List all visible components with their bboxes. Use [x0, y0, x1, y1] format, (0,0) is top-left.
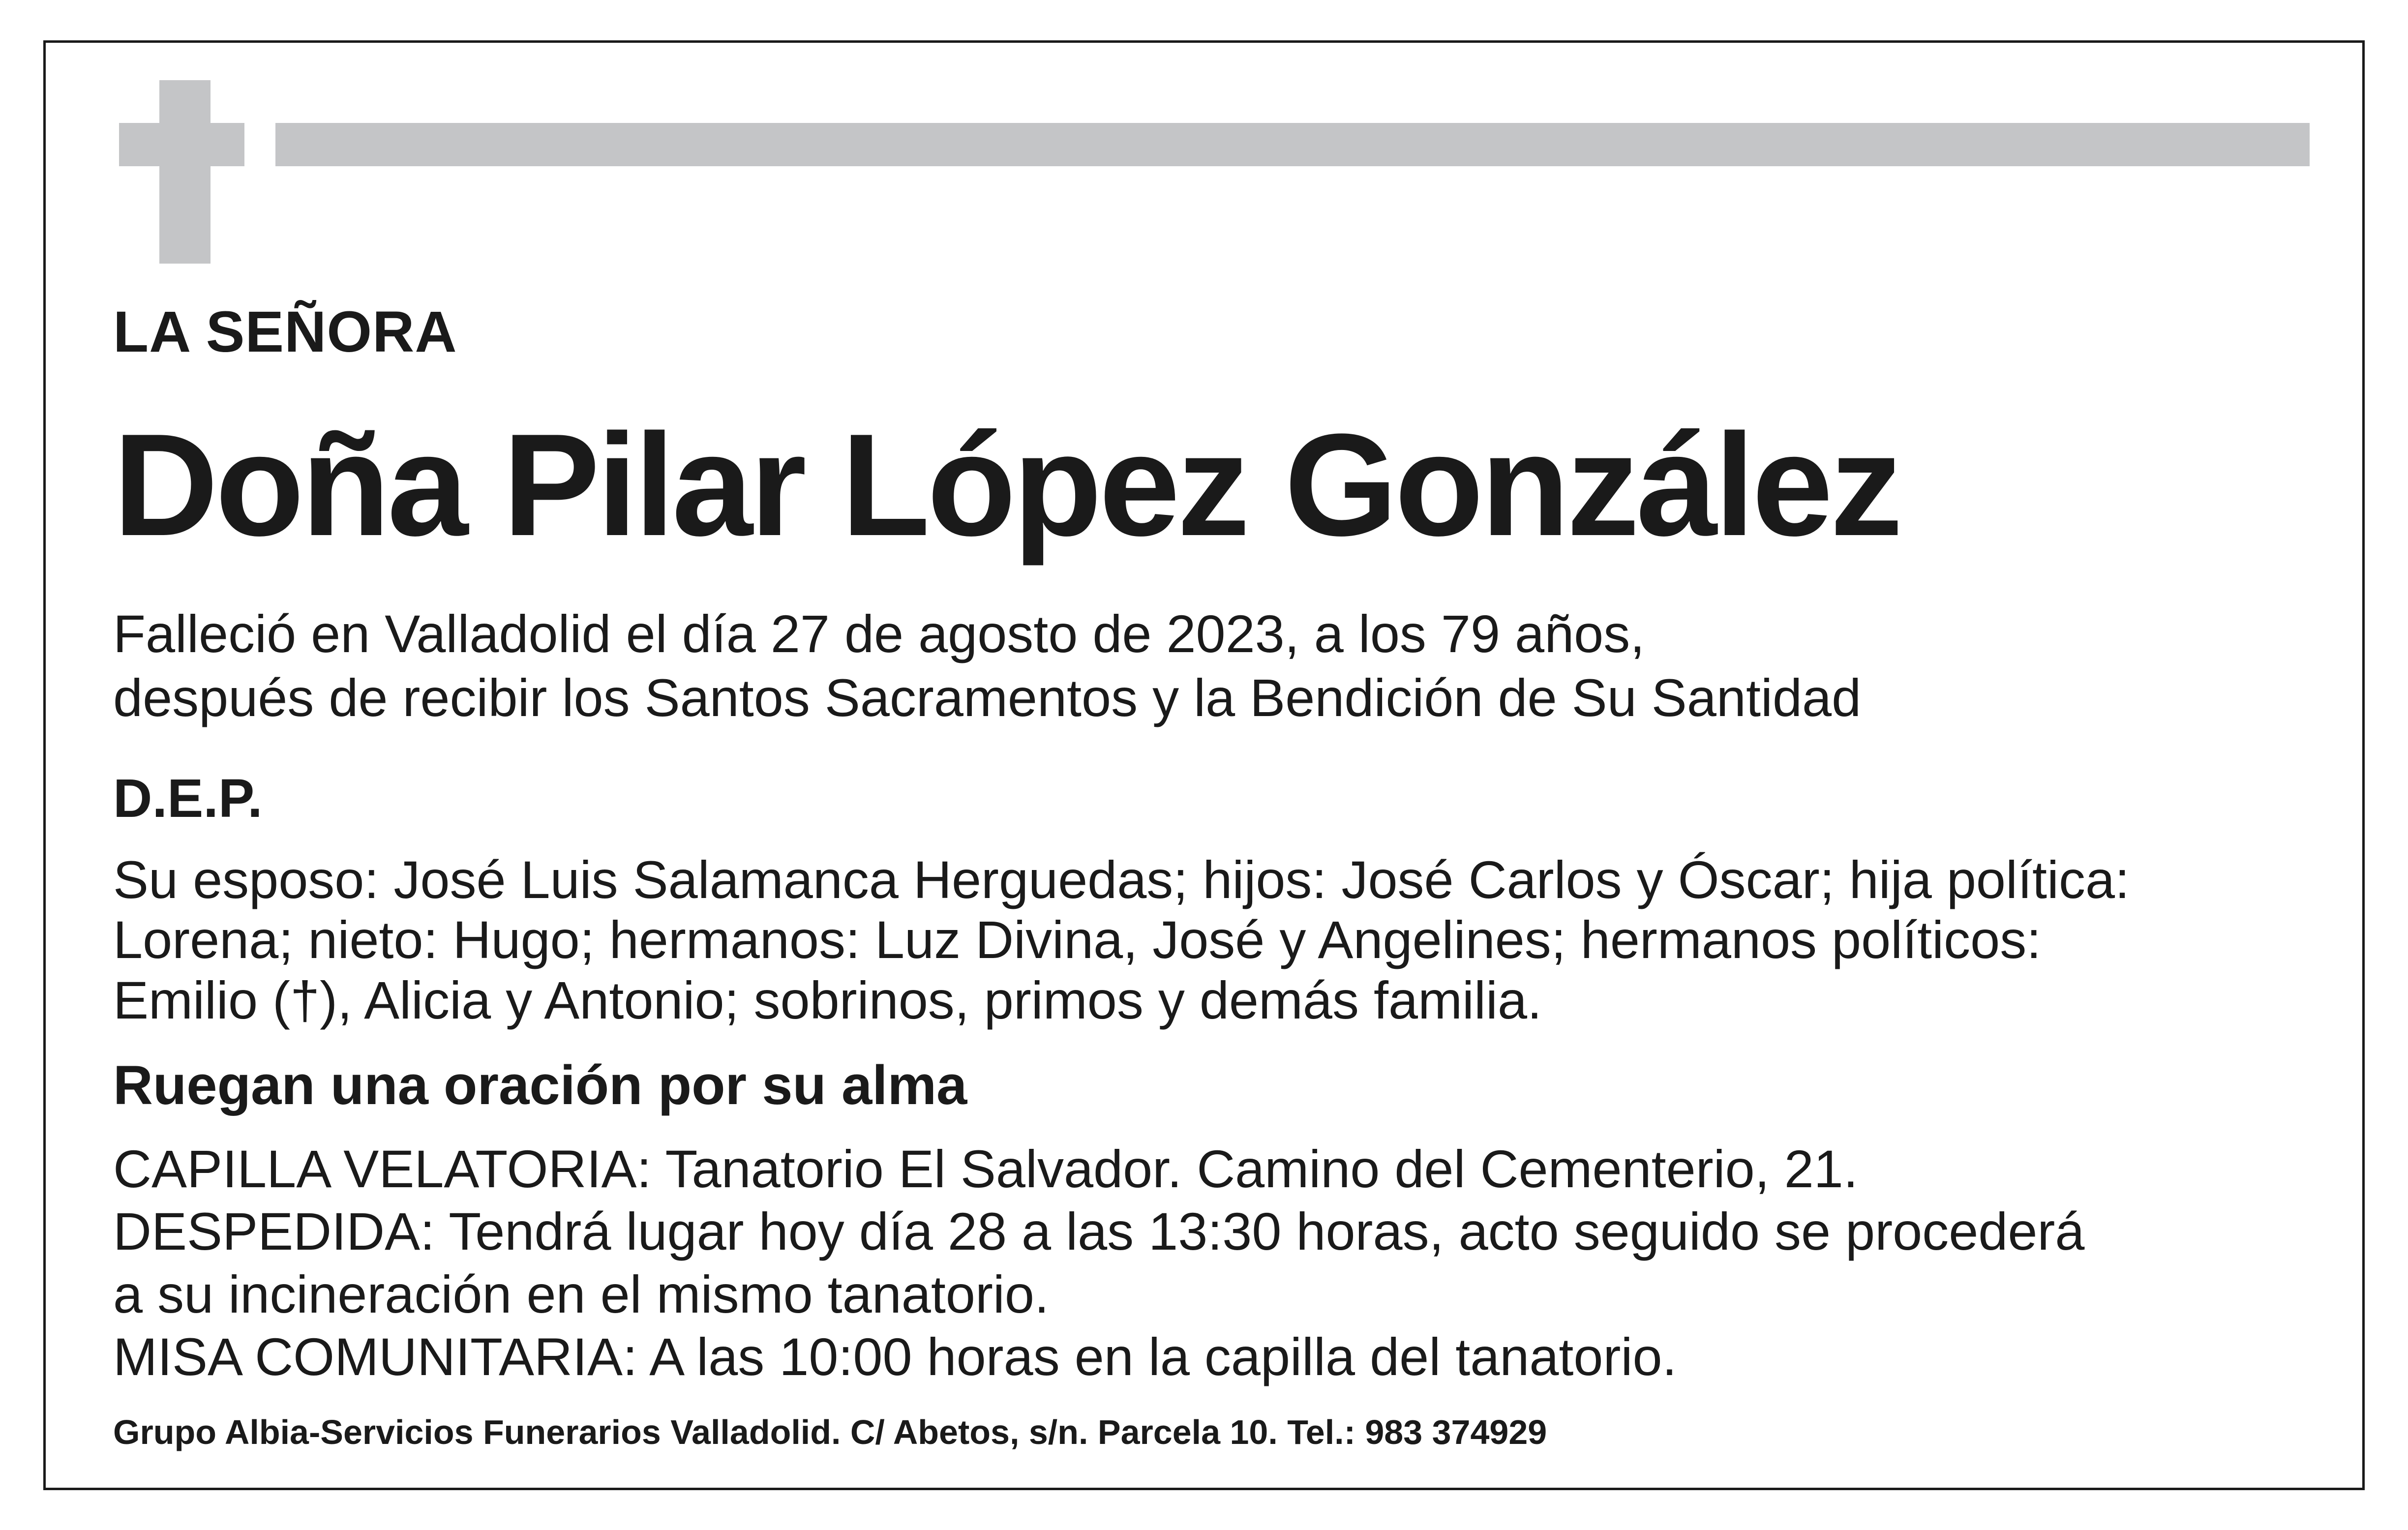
family-line: Lorena; nieto: Hugo; hermanos: Luz Divina, José y Angelines; hermanos políticos:	[113, 910, 2042, 969]
dep-label: D.E.P.	[113, 768, 263, 829]
service-line: CAPILLA VELATORIA: Tanatorio El Salvador. Camino del Cementerio, 21.	[113, 1139, 1858, 1199]
death-info-line: después de recibir los Santos Sacramentos y la Bendición de Su Santidad	[113, 668, 1862, 727]
funeral-home-footer: Grupo Albia-Servicios Funerarios Valladolid. C/ Abetos, s/n. Parcela 10. Tel.: 983 374929	[113, 1413, 1547, 1451]
header-rule	[275, 123, 2310, 166]
prayer-request: Ruegan una oración por su alma	[113, 1054, 967, 1116]
family-line: Emilio (†), Alicia y Antonio; sobrinos, primos y demás familia.	[113, 970, 1542, 1030]
cross-icon	[159, 80, 211, 264]
death-info-line: Falleció en Valladolid el día 27 de agosto de 2023, a los 79 años,	[113, 604, 1645, 663]
deceased-name: Doña Pilar López González	[113, 403, 1900, 566]
service-line: DESPEDIDA: Tendrá lugar hoy día 28 a las 13:30 horas, acto seguido se procederá	[113, 1201, 2085, 1261]
service-line: a su incineración en el mismo tanatorio.	[113, 1264, 1049, 1324]
cross-icon-arm	[119, 123, 244, 166]
family-line: Su esposo: José Luis Salamanca Herguedas; hijos: José Carlos y Óscar; hija política:	[113, 850, 2130, 909]
honorific: LA SEÑORA	[113, 300, 457, 364]
service-line: MISA COMUNITARIA: A las 10:00 horas en la capilla del tanatorio.	[113, 1327, 1677, 1386]
